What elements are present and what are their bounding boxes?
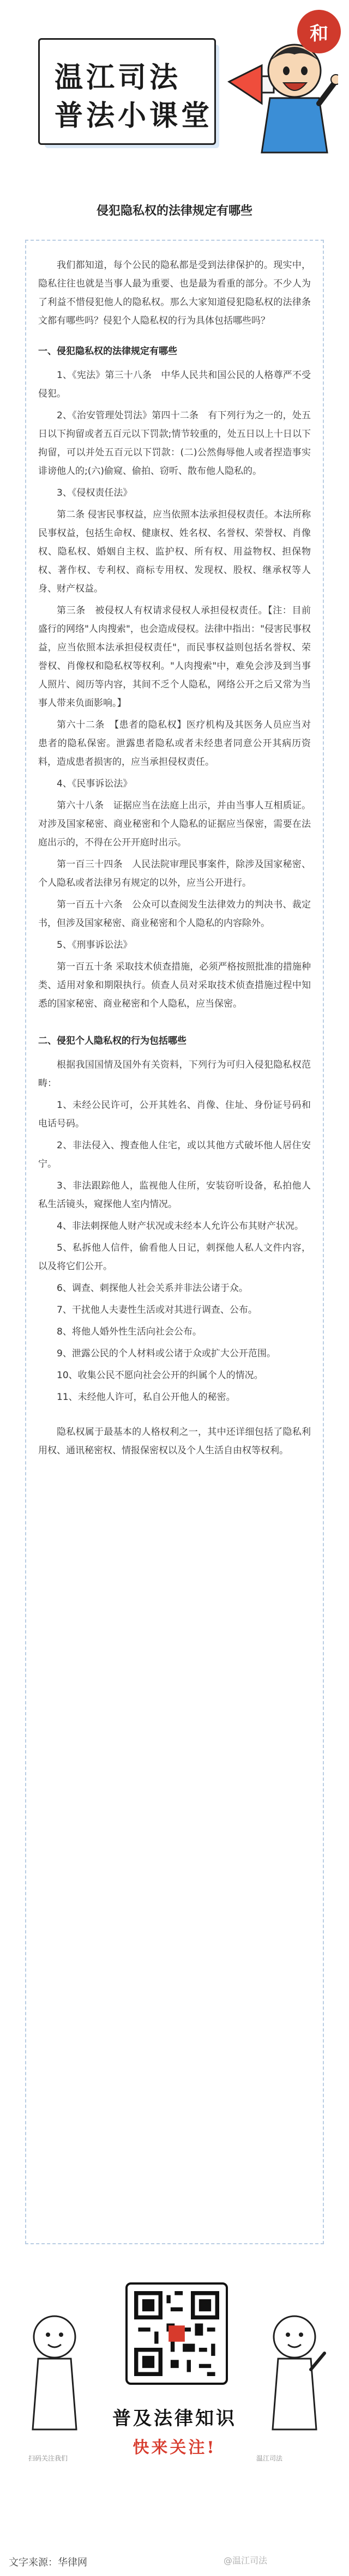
list-item: 4、非法刺探他人财产状况或未经本人允许公布其财产状况。 (57, 1221, 304, 1232)
section1-heading: 一、侵犯隐私权的法律规定有哪些 (38, 346, 177, 357)
intro-paragraph: 我们都知道，每个公民的隐私都是受到法律保护的。现实中，隐私往往也就是当事人最为重要、也是最为看重的部分。不少人为了利益不惜侵犯他人的隐私权。那么大家知道侵犯隐私权的法律条文都有哪些吗？侵犯个人隐私权的行为具体包括哪些吗？ (38, 260, 311, 326)
list-item: 第六十八条 证据应当在法庭上出示，并由当事人互相质证。对涉及国家秘密、商业秘密和个人隐私的证据应当保密，需要在法庭出示的，不得在公开开庭时出示。 (38, 800, 311, 848)
list-item: 第一百三十四条 人民法院审理民事案件，除涉及国家秘密、个人隐私或者法律另有规定的以外，应当公开进行。 (38, 859, 311, 888)
list-item: 第二条 侵害民事权益，应当依照本法承担侵权责任。本法所称民事权益，包括生命权、健康权、姓名权、名誉权、荣誉权、肖像权、隐私权、婚姻自主权、监护权、所有权、用益物权、担保物权、著作权、专利权、商标专用权、发现权、股权、继承权等人身、财产权益。 (38, 509, 311, 594)
list-item: 2、非法侵入、搜查他人住宅，或以其他方式破坏他人居住安宁。 (38, 1140, 311, 1170)
brand-badge-text: 和 (310, 22, 328, 45)
list-item: 10、收集公民不愿向社会公开的纠属个人的情况。 (57, 1370, 263, 1381)
source-credit: 文字来源：华律网 (9, 2557, 87, 2568)
list-item: 5、《刑事诉讼法》 (57, 940, 133, 951)
list-item: 7、干扰他人夫妻性生活或对其进行调查、公布。 (57, 1305, 257, 1316)
list-item: 1、未经公民许可，公开其姓名、肖像、住址、身份证号码和电话号码。 (38, 1100, 311, 1129)
brand-badge-icon (297, 10, 341, 53)
list-item: 4、《民事诉讼法》 (57, 778, 133, 789)
list-item: 8、将他人婚外性生活向社会公布。 (57, 1326, 202, 1337)
list-item: 6、调查、刺探他人社会关系并非法公诸于众。 (57, 1283, 248, 1294)
list-item: 2、《治安管理处罚法》第四十二条 有下列行为之一的，处五日以下拘留或者五百元以下罚款;情节较重的，处五日以上十日以下拘留，可以并处五百元以下罚款：(二)公然侮辱他人或者捏造事实诽谤他人的;(六)偷窥、偷拍、窃听、散布他人隐私的。 (38, 410, 311, 477)
list-item: 第三条 被侵权人有权请求侵权人承担侵权责任。【注：目前盛行的网络"人肉搜索"，也会造成侵权。法律中指出："侵害民事权益，应当依照本法承担侵权责任"，而民事权益则包括名誉权、荣誉权、肖像权和隐私权等权利。"人肉搜索"中，难免会涉及到当事人照片、阅历等内容，其间不乏个人隐私，网络公开之后又常为当事人带来负面影响。】 (38, 605, 311, 709)
banner-title-line1: 温江司法 (55, 61, 182, 94)
article-title: 侵犯隐私权的法律规定有哪些 (96, 204, 252, 218)
banner-title-line2: 普法小课堂 (55, 99, 213, 132)
list-item: 9、泄露公民的个人材料或公诸于众或扩大公开范围。 (57, 1348, 276, 1359)
list-item: 第一百五十六条 公众可以查阅发生法律效力的判决书、裁定书，但涉及国家秘密、商业秘密和个人隐私的内容除外。 (38, 899, 311, 929)
qr-code-icon[interactable] (125, 2282, 228, 2385)
list-item: 5、私拆他人信件，偷看他人日记，刺探他人私人文件内容，以及将它们公开。 (38, 1243, 311, 1272)
list-item: 3、非法跟踪他人，监视他人住所，安装窃听设备，私拍他人私生活镜头，窥探他人室内情况。 (38, 1180, 311, 1210)
watermark: @温江司法 (224, 2555, 268, 2566)
list-item: 第六十二条 【患者的隐私权】医疗机构及其医务人员应当对患者的隐私保密。泄露患者隐私或者未经患者同意公开其病历资料，造成患者损害的，应当承担侵权责任。 (38, 720, 311, 768)
conclusion-paragraph: 隐私权属于最基本的人格权利之一，其中还详细包括了隐私利用权、通讯秘密权、情报保密权以及个人生活自由权等权利。 (38, 1427, 311, 1456)
footer-note-right: 温江司法 (256, 2455, 283, 2462)
list-item: 1、《宪法》第三十八条 中华人民共和国公民的人格尊严不受侵犯。 (38, 370, 311, 399)
footer-subtitle: 快来关注! (133, 2438, 216, 2457)
banner (0, 0, 349, 180)
section2-intro: 根据我国国情及国外有关资料，下列行为可归入侵犯隐私权范畴： (38, 1059, 311, 1089)
list-item: 3、《侵权责任法》 (57, 488, 133, 498)
footer-title: 普及法律知识 (112, 2408, 237, 2429)
section2-heading: 二、侵犯个人隐私权的行为包括哪些 (38, 1036, 186, 1046)
list-item: 11、未经他人许可，私自公开他人的秘密。 (57, 1392, 236, 1403)
list-item: 第一百五十条 采取技术侦查措施，必须严格按照批准的措施种类、适用对象和期限执行。侦查人员对采取技术侦查措施过程中知悉的国家秘密、商业秘密和个人隐私，应当保密。 (38, 961, 311, 1009)
article-content (38, 256, 311, 1472)
qr-pattern (134, 2291, 219, 2376)
footer (0, 2261, 349, 2544)
footer-note-left: 扫码关注我们 (28, 2455, 68, 2462)
